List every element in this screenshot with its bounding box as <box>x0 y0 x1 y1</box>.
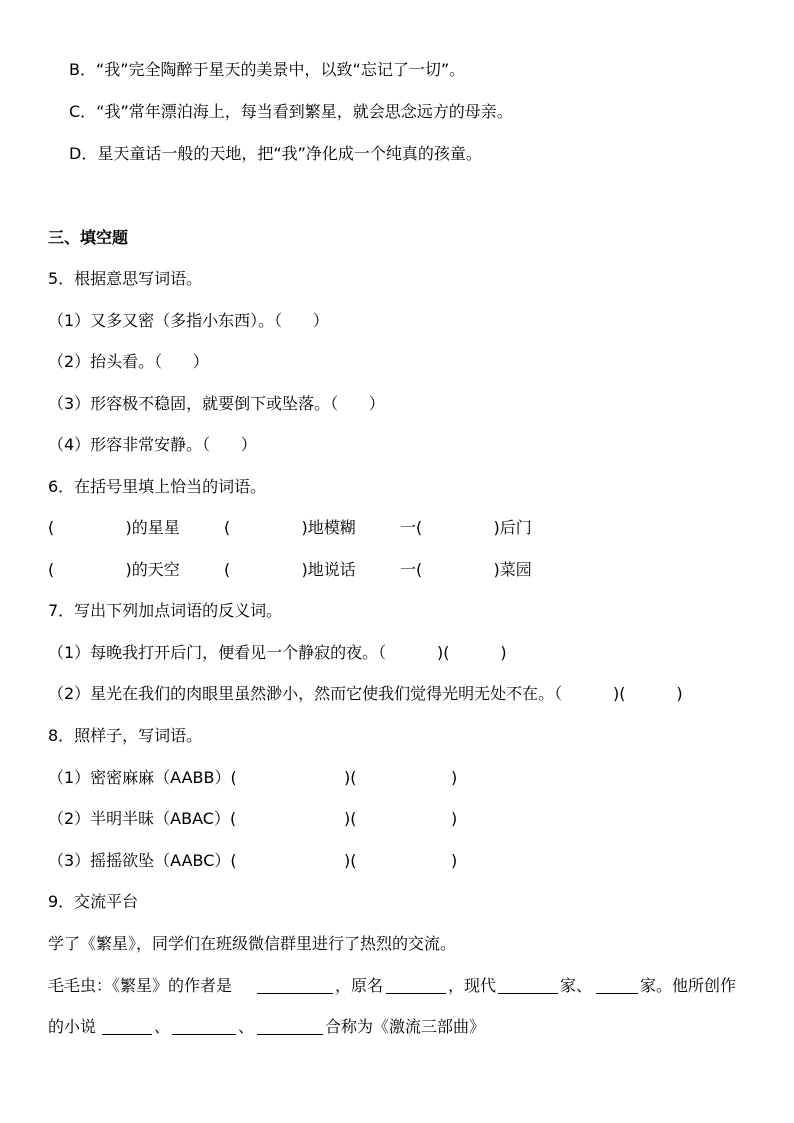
q9-text: 、 <box>238 1017 255 1036</box>
q8-item-end: ) <box>451 851 458 870</box>
q5-item: （3）形容极不稳固，就要倒下或坠落。（ ） <box>48 394 385 413</box>
q8-item-mid: )( <box>344 768 357 787</box>
q9-text: 、 <box>154 1017 171 1036</box>
answer-blank[interactable] <box>257 977 333 994</box>
q6-row-1 <box>48 517 768 539</box>
q6-stem: 6．在括号里填上恰当的词语。 <box>48 477 267 496</box>
q8-item-mid: )( <box>344 851 357 870</box>
q8-item <box>48 850 768 872</box>
answer-blank[interactable] <box>498 977 558 994</box>
option-c: C．“我”常年漂泊海上，每当看到繁星，就会思念远方的母亲。 <box>69 102 513 121</box>
q7-stem: 7．写出下列加点词语的反义词。 <box>48 601 283 620</box>
answer-blank[interactable] <box>257 1018 323 1035</box>
option-b: B．“我”完全陶醉于星天的美景中，以致“忘记了一切”。 <box>69 60 466 79</box>
q8-item-label: （2）半明半昧（ABAC）( <box>48 809 237 828</box>
q8-stem: 8．照样子，写词语。 <box>48 726 203 745</box>
q9-text: ，原名 <box>335 976 384 995</box>
q8-item-mid: )( <box>344 809 357 828</box>
q6-blank-item: 一( )后门 <box>400 518 532 537</box>
q9-text: ，现代 <box>448 976 497 995</box>
q7-item: （1）每晚我打开后门，便看见一个静寂的夜。（ )( ) <box>48 643 507 662</box>
q8-item-label: （3）摇摇欲坠（AABC）( <box>48 851 237 870</box>
q8-item <box>48 767 768 789</box>
answer-blank[interactable] <box>596 977 638 994</box>
q6-blank-item: 一( )菜园 <box>400 560 532 579</box>
section-title-fill-blank: 三、填空题 <box>48 228 129 247</box>
q9-text: 家。他所创作 <box>640 976 737 995</box>
q8-item <box>48 808 768 830</box>
q5-item: （2）抬头看。（ ） <box>48 352 209 371</box>
q9-text: 合称为《激流三部曲》 <box>325 1017 486 1036</box>
q7-item: （2）星光在我们的肉眼里虽然渺小，然而它使我们觉得光明无处不在。（ )( ) <box>48 684 683 703</box>
q6-blank-item: ( )地模糊 <box>224 518 356 537</box>
q8-item-label: （1）密密麻麻（AABB）( <box>48 768 237 787</box>
q5-item: （4）形容非常安静。（ ） <box>48 435 257 454</box>
q5-stem: 5．根据意思写词语。 <box>48 269 203 288</box>
q9-text: 毛毛虫：《繁星》的作者是 <box>48 976 233 995</box>
q6-blank-item: ( )的天空 <box>48 560 180 579</box>
q8-item-end: ) <box>451 809 458 828</box>
q9-line-1 <box>48 975 768 997</box>
q8-item-end: ) <box>451 768 458 787</box>
option-d: D．星天童话一般的天地，把“我”净化成一个纯真的孩童。 <box>69 144 482 163</box>
q9-text: 家、 <box>560 976 593 995</box>
q6-row-2 <box>48 559 768 581</box>
q9-intro: 学了《繁星》，同学们在班级微信群里进行了热烈的交流。 <box>48 934 457 953</box>
q9-text: 的小说 <box>48 1017 97 1036</box>
q6-blank-item: ( )地说话 <box>224 560 356 579</box>
answer-blank[interactable] <box>102 1018 152 1035</box>
q9-line-2 <box>48 1016 768 1038</box>
q9-stem: 9．交流平台 <box>48 892 139 911</box>
answer-blank[interactable] <box>172 1018 236 1035</box>
q5-item: （1）又多又密（多指小东西）。（ ） <box>48 311 329 330</box>
q6-blank-item: ( )的星星 <box>48 518 180 537</box>
answer-blank[interactable] <box>386 977 446 994</box>
